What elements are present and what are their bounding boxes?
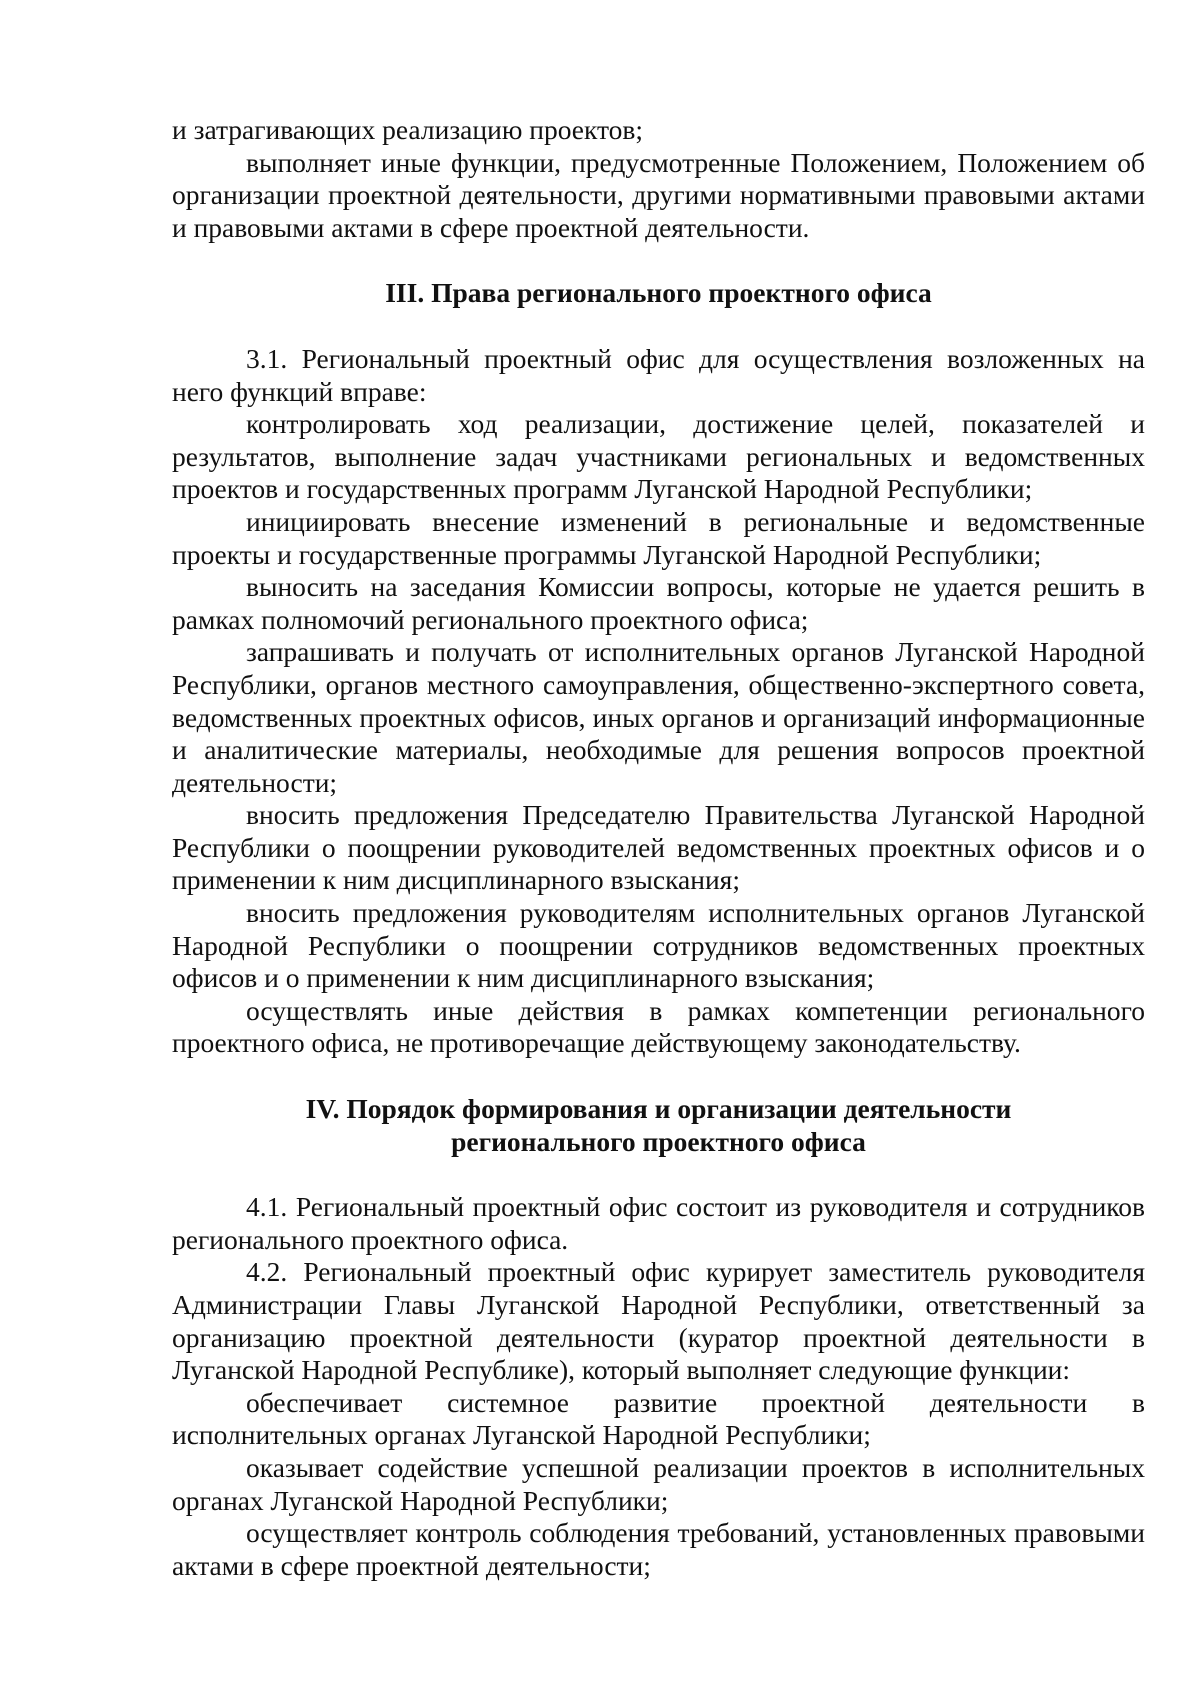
paragraph: обеспечивает системное развитие проектной деятельности в исполнительных органах Луганской Народной Республики; <box>172 1386 1145 1451</box>
spacer <box>172 244 1145 277</box>
paragraph: осуществляет контроль соблюдения требований, установленных правовыми актами в сфере проектной деятельности; <box>172 1517 1145 1581</box>
paragraph: выносить на заседания Комиссии вопросы, которые не удается решить в рамках полномочий регионального проектного офиса; <box>172 571 1145 635</box>
paragraph: осуществлять иные действия в рамках компетенции регионального проектного офиса, не противоречащие действующему законодательству. <box>172 994 1145 1059</box>
document-body <box>172 114 1145 1582</box>
paragraph: и затрагивающих реализацию проектов; <box>172 114 644 145</box>
paragraph: вносить предложения Председателю Правительства Луганской Народной Республики о поощрении руководителей ведомственных проектных офисов и о применении к ним дисциплинарного взыскания; <box>172 799 1145 896</box>
section-heading-4-line-1: IV. Порядок формирования и организации деятельности <box>305 1093 1012 1125</box>
paragraph: 4.1. Региональный проектный офис состоит из руководителя и сотрудников регионального проектного офиса. <box>172 1191 1145 1255</box>
paragraph: 4.2. Региональный проектный офис курирует заместитель руководителя Администрации Главы Луганской Народной Республики, ответственный за организацию проектной деятельности (куратор проектной деятельности в Луганской Народной Республике), который выполняет следующие функции: <box>172 1256 1145 1386</box>
spacer <box>172 310 1145 343</box>
paragraph: инициировать внесение изменений в региональные и ведомственные проекты и государственные программы Луганской Народной Республики; <box>172 505 1145 570</box>
section-heading-4-line-2: регионального проектного офиса <box>451 1125 866 1157</box>
spacer <box>172 1060 1145 1093</box>
spacer <box>172 1158 1145 1191</box>
section-heading-3: III. Права регионального проектного офиса <box>385 277 932 309</box>
paragraph: выполняет иные функции, предусмотренные Положением, Положением об организации проектной деятельности, другими нормативными правовыми актами и правовыми актами в сфере проектной деятельности. <box>172 146 1145 243</box>
paragraph: запрашивать и получать от исполнительных органов Луганской Народной Республики, органов местного самоуправления, общественно-экспертного совета, ведомственных проектных офисов, иных органов и организаций информационные и аналитические материалы, необходимые для решения вопросов проектной деятельности; <box>172 636 1145 798</box>
section-heading-4 <box>172 1093 1145 1158</box>
paragraph: вносить предложения руководителям исполнительных органов Луганской Народной Республики о поощрении сотрудников ведомственных проектных офисов и о применении к ним дисциплинарного взыскания; <box>172 897 1145 994</box>
paragraph: контролировать ход реализации, достижение целей, показателей и результатов, выполнение задач участниками региональных и ведомственных проектов и государственных программ Луганской Народной Республики; <box>172 408 1145 505</box>
paragraph: оказывает содействие успешной реализации проектов в исполнительных органах Луганской Народной Республики; <box>172 1451 1145 1516</box>
paragraph: 3.1. Региональный проектный офис для осуществления возложенных на него функций вправе: <box>172 342 1145 407</box>
